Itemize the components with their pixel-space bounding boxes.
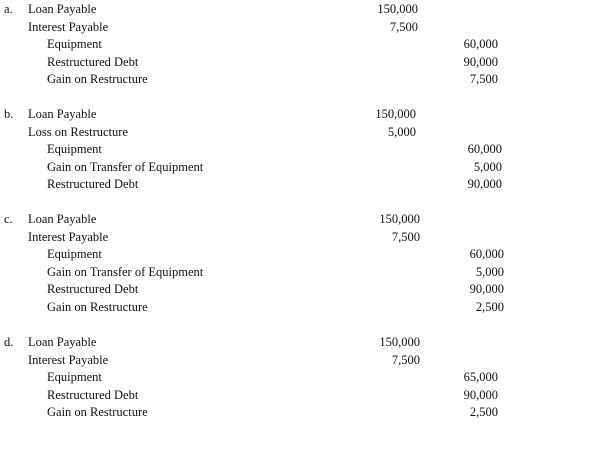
account-name: Gain on Restructure xyxy=(47,299,148,314)
credit-amount: 90,000 xyxy=(469,282,504,297)
debit-amount: 150,000 xyxy=(375,107,416,121)
entry-row xyxy=(0,229,600,247)
entry-row xyxy=(0,352,600,370)
entry-row xyxy=(0,19,600,37)
credit-amount: 2,500 xyxy=(475,299,504,314)
entry-row xyxy=(0,404,600,422)
debit-amount: 7,500 xyxy=(391,229,420,244)
credit-amount: 90,000 xyxy=(467,177,502,192)
debit-amount: 5,000 xyxy=(387,124,416,139)
entry-row xyxy=(0,176,600,194)
entry-row xyxy=(0,334,600,352)
debit-amount: 7,500 xyxy=(389,19,418,34)
entry-row xyxy=(0,387,600,405)
entry-row xyxy=(0,369,600,387)
entry-row xyxy=(0,106,600,124)
option-letter: b. xyxy=(4,107,14,121)
account-name: Restructured Debt xyxy=(47,387,139,402)
account-name: Gain on Restructure xyxy=(47,72,148,87)
entry-row xyxy=(0,211,600,229)
entry-row xyxy=(0,159,600,177)
journal-entry-option-c xyxy=(0,211,600,317)
debit-amount: 150,000 xyxy=(377,2,418,16)
account-name: Gain on Transfer of Equipment xyxy=(47,264,204,279)
account-name: Loan Payable xyxy=(28,2,97,16)
entry-row xyxy=(0,124,600,142)
account-name: Restructured Debt xyxy=(47,54,139,69)
entry-row xyxy=(0,36,600,54)
entry-row xyxy=(0,71,600,89)
entry-row xyxy=(0,1,600,19)
account-name: Equipment xyxy=(47,370,102,385)
journal-entry-option-b xyxy=(0,106,600,194)
account-name: Equipment xyxy=(47,142,102,157)
option-letter: c. xyxy=(4,212,13,226)
option-letter: d. xyxy=(4,335,14,349)
account-name: Loan Payable xyxy=(28,335,97,349)
credit-amount: 7,500 xyxy=(469,72,498,87)
account-name: Loss on Restructure xyxy=(28,124,128,139)
debit-amount: 150,000 xyxy=(379,212,420,226)
credit-amount: 5,000 xyxy=(473,159,502,174)
credit-amount: 90,000 xyxy=(463,54,498,69)
credit-amount: 60,000 xyxy=(467,142,502,157)
credit-amount: 2,500 xyxy=(469,405,498,420)
entry-row xyxy=(0,141,600,159)
account-name: Equipment xyxy=(47,37,102,52)
debit-amount: 7,500 xyxy=(391,352,420,367)
journal-entry-option-a xyxy=(0,1,600,89)
account-name: Equipment xyxy=(47,247,102,262)
credit-amount: 90,000 xyxy=(463,387,498,402)
account-name: Gain on Restructure xyxy=(47,405,148,420)
entry-row xyxy=(0,299,600,317)
credit-amount: 5,000 xyxy=(475,264,504,279)
account-name: Interest Payable xyxy=(28,352,109,367)
credit-amount: 60,000 xyxy=(469,247,504,262)
account-name: Restructured Debt xyxy=(47,177,139,192)
entry-row xyxy=(0,246,600,264)
account-name: Loan Payable xyxy=(28,212,97,226)
account-name: Restructured Debt xyxy=(47,282,139,297)
debit-amount: 150,000 xyxy=(379,335,420,349)
account-name: Loan Payable xyxy=(28,107,97,121)
credit-amount: 60,000 xyxy=(463,37,498,52)
entry-row xyxy=(0,264,600,282)
entry-row xyxy=(0,54,600,72)
account-name: Interest Payable xyxy=(28,19,109,34)
credit-amount: 65,000 xyxy=(463,370,498,385)
account-name: Interest Payable xyxy=(28,229,109,244)
journal-entry-option-d xyxy=(0,334,600,422)
option-letter: a. xyxy=(4,2,13,16)
entry-row xyxy=(0,281,600,299)
account-name: Gain on Transfer of Equipment xyxy=(47,159,204,174)
